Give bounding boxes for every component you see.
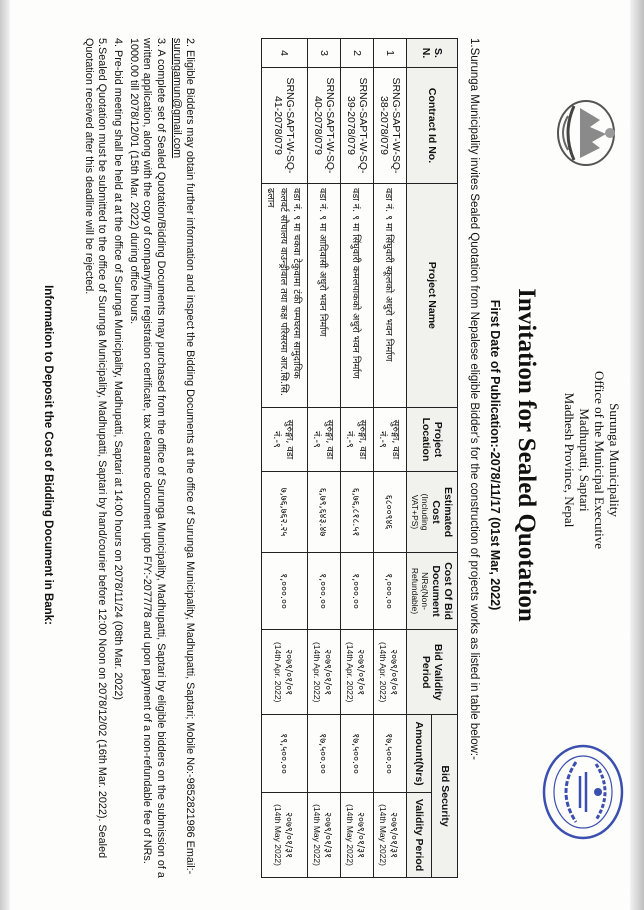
table-row	[341, 39, 374, 878]
cell-project-name: वडा नं. ९ मा सिंघुवारी कमलपाकको अधुरो भवन निर्माण	[341, 183, 374, 407]
cell-security-amount: १७,५००.००	[308, 715, 341, 793]
sec-validity-en: (14th May 2022)	[345, 804, 356, 866]
office-header	[562, 160, 622, 760]
cell-location: सुरुङ्गा, वडा नं.-९	[374, 407, 407, 472]
sec-validity-np: २०७९/०१/३१	[355, 812, 367, 859]
sec-validity-np: २०७९/०१/३१	[283, 812, 294, 859]
col-sn: S. N.	[407, 39, 458, 68]
cell-estimated-cost: ६८००९४६	[374, 472, 407, 553]
table-row	[308, 39, 341, 878]
validity-np: २०७९/०१/०१	[283, 649, 294, 696]
bank-info-heading: Information to Deposit the Cost of Bidding Document in Bank:	[42, 285, 54, 625]
document-title: Invitation for Sealed Quotation	[513, 288, 540, 622]
office-seal-stamp	[540, 742, 626, 842]
cell-bid-validity	[341, 630, 374, 715]
cell-sn: 3	[308, 39, 341, 68]
cell-estimated-cost: ७,७६,७६२.२५	[262, 472, 308, 553]
cell-estimated-cost: ६,७९,६४३.४७	[308, 472, 341, 553]
sec-validity-en: (14th May 2022)	[312, 804, 323, 866]
col-bid-document-cost	[407, 552, 458, 629]
doc-cost-label: Cost Of Bid Document	[430, 562, 454, 620]
cell-bid-validity	[262, 630, 308, 715]
validity-np: २०७९/०१/०१	[355, 649, 367, 696]
cell-project-name: वडा नं. ९ मा आदिवासी अधुरो भवन निर्माण	[308, 183, 341, 407]
table-row	[262, 39, 308, 878]
doc-cost-note: NRs(Non-Refundable)	[410, 567, 430, 615]
cell-security-validity	[341, 793, 374, 878]
sec-validity-en: (14th May 2022)	[273, 804, 283, 866]
cell-location: सुरुङ्गा, वडा नं.-९	[262, 407, 308, 472]
notes-section	[78, 38, 196, 878]
cell-security-validity	[374, 793, 407, 878]
sec-validity-np: २०७९/०१/३१	[388, 812, 400, 859]
col-security-validity: Validity Period	[407, 793, 433, 878]
validity-en: (14th Apr. 2022)	[312, 641, 323, 703]
col-project-name: Project Name	[407, 183, 458, 407]
col-bid-validity: Bid Validity Period	[407, 630, 458, 715]
table-row	[374, 39, 407, 878]
nepal-emblem-logo	[554, 96, 620, 170]
scan-edge-top	[630, 0, 644, 910]
cell-doc-cost: १,०००.००	[308, 552, 341, 629]
validity-en: (14th Apr. 2022)	[273, 641, 283, 703]
cell-doc-cost: १,०००.००	[341, 552, 374, 629]
cell-contract-id: SRNG-SAPT-W-SQ-39-2078/079	[341, 68, 374, 184]
municipality-name: Surunga Municipality	[607, 403, 622, 517]
cell-contract-id: SRNG-SAPT-W-SQ-38-2078/079	[374, 68, 407, 184]
cell-project-name: वडा नं. ९ मा चकवा टेकुवामा टंकी पम्पघरमा सामुदायिक कलवर्ट सौचालय वाउन्ड्रीवाल तथा कक्ष परिसरमा आर.सि.सि. ढलान	[262, 183, 308, 407]
cell-sn: 1	[374, 39, 407, 68]
estimated-cost-label: Estimated Cost	[430, 486, 454, 538]
validity-en: (14th Apr. 2022)	[378, 641, 389, 703]
intro-paragraph: 1.Surunga Municipality invites Sealed Quotation from Nepalese eligible Bidder's for the construction of projects works as listed in table below:-	[468, 38, 480, 760]
cell-bid-validity	[374, 630, 407, 715]
cell-bid-validity	[308, 630, 341, 715]
sec-validity-np: २०७९/०१/३१	[322, 812, 334, 859]
col-bid-security: Bid Security	[432, 715, 458, 878]
validity-np: २०७९/०१/०१	[322, 649, 334, 696]
cell-security-validity	[308, 793, 341, 878]
scan-edge-bottom	[0, 0, 10, 910]
cell-security-validity	[262, 793, 308, 878]
cell-estimated-cost: ६,७६,८१८.५१	[341, 472, 374, 553]
col-project-location: Project Location	[407, 407, 458, 472]
office-address: Madhupatti, Saptari	[577, 408, 592, 512]
office-name: Office of the Municipal Executive	[592, 370, 607, 550]
validity-en: (14th Apr. 2022)	[345, 641, 356, 703]
cell-sn: 2	[341, 39, 374, 68]
email-link[interactable]: surungamun@gmail.com	[170, 38, 183, 159]
projects-table	[261, 38, 458, 878]
cell-contract-id: SRNG-SAPT-W-SQ-41-2078/079	[262, 68, 308, 184]
validity-np: २०७९/०१/०१	[388, 649, 400, 696]
estimated-cost-note: (Including VAT+PS)	[410, 493, 430, 531]
publication-date: First Date of Publication:-2078/11/17 (01st Mar, 2022)	[488, 299, 502, 611]
cell-doc-cost: १,०००.००	[374, 552, 407, 629]
note-2-text: 2. Eligible Bidders may obtain further information and inspect the Bidding Documents at the office of Surunga Municipality, Madhupatti, Saptari; Mobile No:-9852821986 Email:-	[184, 38, 196, 875]
cell-location: सुरुङ्गा, वडा नं.-९	[341, 407, 374, 472]
note-2	[170, 38, 196, 878]
note-3: 3. A complete set of Sealed Quotation/Bidding Documents may purchased from the office of Surunga Municipality, Madhupatti, Saptari by eligible bidders on the submission of a written application, along with the copy of company/firm registration certificate, tax clearance document upto F/Y:-2077/78 and upon payment of a non-refundable fee of NRs. 1000.00 till 2078/12/01 (15th Mar. 2022) during office hours.	[128, 38, 167, 878]
cell-security-amount: १७,५००.००	[374, 715, 407, 793]
cell-contract-id: SRNG-SAPT-W-SQ-40-2078/079	[308, 68, 341, 184]
note-4: 4. Pre-bid meeting shall be held at at the office of Surunga Municipality, Madhupatti, Saptari at 14:00 hours on 2078/11/24 (08th Mar. 2022)	[111, 38, 124, 701]
col-estimated-cost	[407, 472, 458, 553]
table-header-row	[432, 39, 458, 878]
cell-project-name: वडा नं. ९ मा सिंघुवारी स्कूलको अधुरो भवन निर्माण	[374, 183, 407, 407]
note-5: 5.Sealed Quotation must be submitted to the office of Surunga Municipality, Madhupatti, Saptari by hand/courier before 12:00 Noon on 2078/12/02 (16th Mar. 2022). Sealed Quotation received after this deadline will be rejected.	[82, 38, 108, 859]
province-name: Madhesh Province, Nepal	[562, 392, 577, 528]
cell-security-amount: १९,५००.००	[262, 715, 308, 793]
col-contract-id: Contract Id No.	[407, 68, 458, 184]
sec-validity-en: (14th May 2022)	[378, 804, 389, 866]
col-security-amount: Amount(Nrs)	[407, 715, 433, 793]
cell-doc-cost: १,०००.००	[262, 552, 308, 629]
cell-location: सुरुङ्गा, वडा नं.-९	[308, 407, 341, 472]
cell-security-amount: १७,५००.००	[341, 715, 374, 793]
cell-sn: 4	[262, 39, 308, 68]
